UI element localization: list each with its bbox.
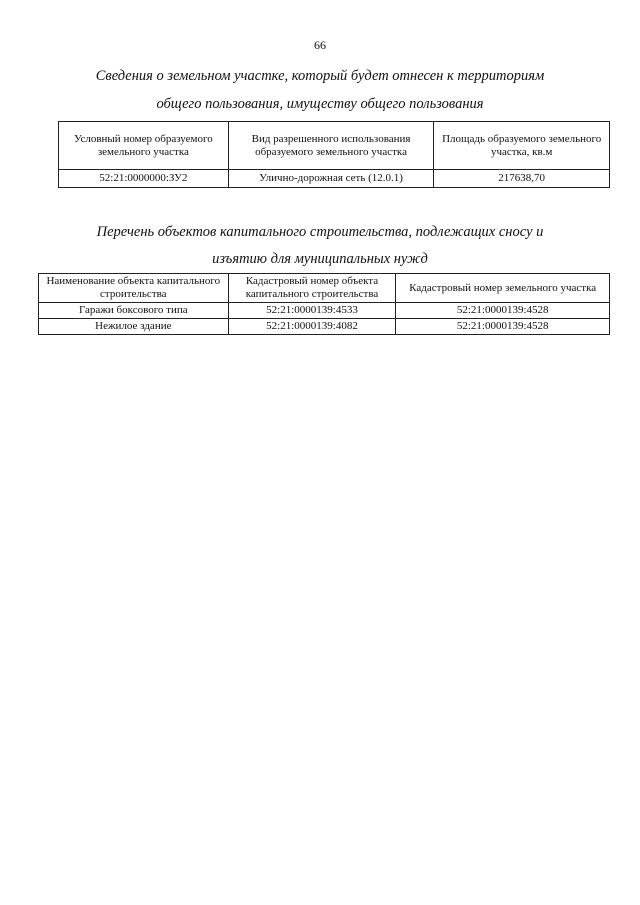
page-number: 66 — [314, 38, 326, 52]
cell-land-cadastral-number: 52:21:0000139:4528 — [396, 303, 610, 319]
table-row — [59, 170, 610, 188]
section1-title-line1: Сведения о земельном участке, который будет отнесен к территориям — [95, 68, 545, 84]
section1-title-line2: общего пользования, имуществу общего пользования — [156, 96, 484, 112]
cell-land-cadastral-number: 52:21:0000139:4528 — [396, 319, 610, 335]
section2-title-line1: Перечень объектов капитального строительства, подлежащих сносу и — [96, 224, 544, 240]
header-permitted-use: Вид разрешенного использования образуемого земельного участка — [228, 122, 434, 170]
section2-title-line2: изъятию для муниципальных нужд — [212, 251, 428, 267]
header-object-cadastral-number: Кадастровый номер объекта капитального строительства — [228, 274, 396, 303]
cell-permitted-use: Улично-дорожная сеть (12.0.1) — [228, 170, 434, 188]
cell-object-cadastral-number: 52:21:0000139:4533 — [228, 303, 396, 319]
cell-plot-number: 52:21:0000000:ЗУ2 — [59, 170, 229, 188]
header-plot-number: Условный номер образуемого земельного участка — [59, 122, 229, 170]
table-header-row — [59, 122, 610, 170]
cell-object-cadastral-number: 52:21:0000139:4082 — [228, 319, 396, 335]
land-plot-table — [58, 121, 610, 188]
header-land-cadastral-number: Кадастровый номер земельного участка — [396, 274, 610, 303]
demolition-objects-table — [38, 273, 610, 335]
cell-object-name: Нежилое здание — [39, 319, 229, 335]
cell-plot-area: 217638,70 — [434, 170, 610, 188]
header-plot-area: Площадь образуемого земельного участка, кв.м — [434, 122, 610, 170]
table-row — [39, 303, 610, 319]
table-row — [39, 319, 610, 335]
header-object-name: Наименование объекта капитального строительства — [39, 274, 229, 303]
cell-object-name: Гаражи боксового типа — [39, 303, 229, 319]
table-header-row — [39, 274, 610, 303]
